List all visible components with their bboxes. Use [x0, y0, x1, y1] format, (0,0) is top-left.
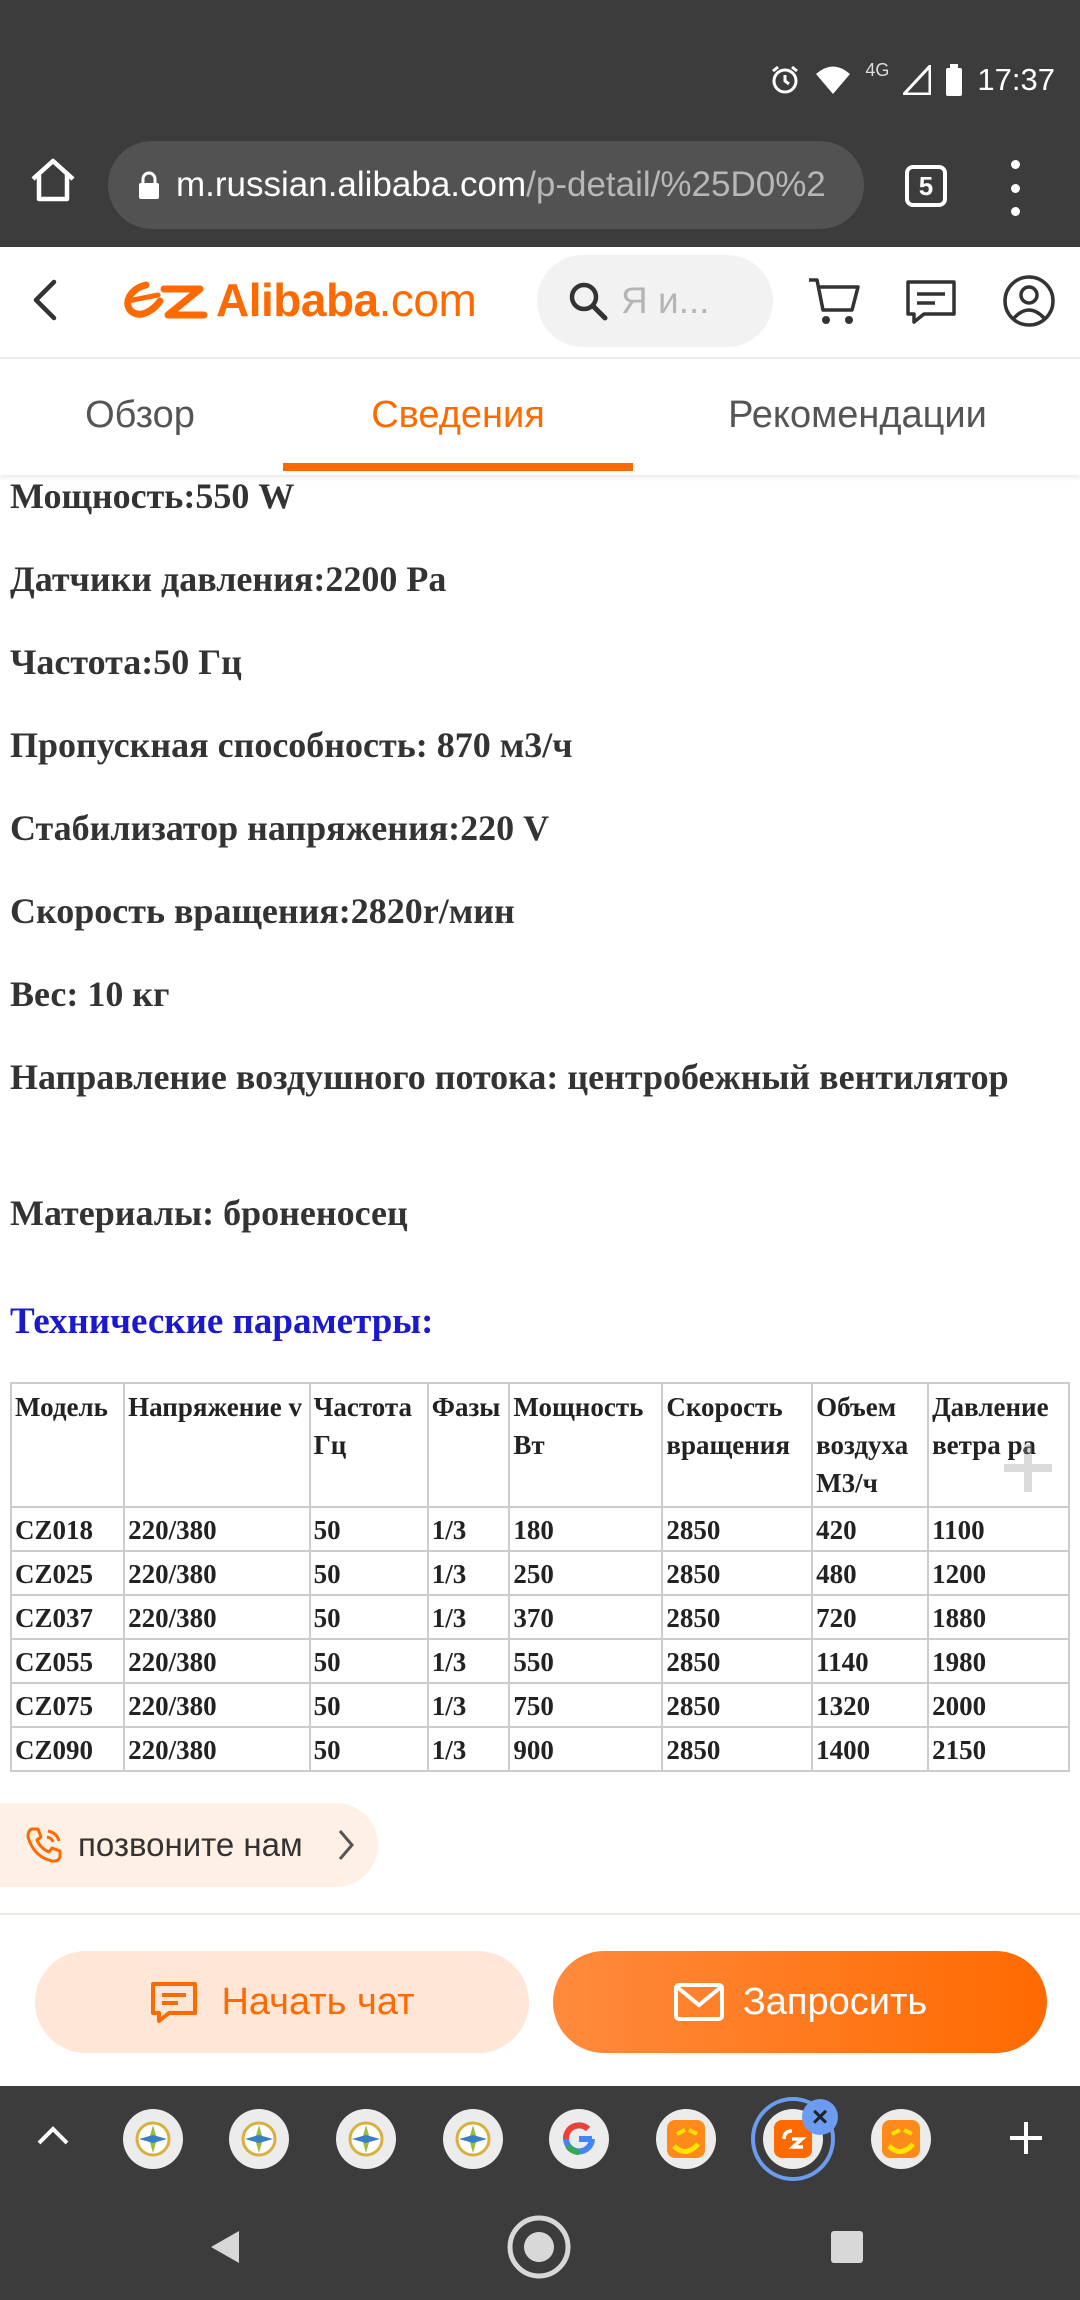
table-cell: 550 — [509, 1639, 662, 1683]
table-cell: 1/3 — [428, 1551, 510, 1595]
cart-icon[interactable] — [806, 272, 864, 330]
table-row — [11, 1683, 1069, 1727]
tab-recommendations[interactable]: Рекомендации — [728, 393, 987, 436]
table-cell: 220/380 — [124, 1727, 309, 1771]
table-cell: 50 — [310, 1507, 428, 1551]
pinwheel-icon[interactable] — [229, 2109, 289, 2169]
spec-line: Направление воздушного потока: центробежный вентилятор — [10, 1057, 1009, 1097]
account-icon[interactable] — [1000, 272, 1058, 330]
pinwheel-icon[interactable] — [123, 2109, 183, 2169]
table-row — [11, 1727, 1069, 1771]
inquire-label: Запросить — [742, 1980, 928, 2023]
table-cell: 2150 — [928, 1727, 1069, 1771]
table-cell: 1/3 — [428, 1595, 510, 1639]
column-header: Частота Гц — [310, 1383, 428, 1507]
close-tab-icon[interactable]: × — [802, 2099, 838, 2135]
signal-icon — [903, 65, 931, 95]
table-cell: CZ018 — [11, 1507, 124, 1551]
alibaba-logo[interactable] — [118, 269, 476, 331]
inquire-button[interactable] — [553, 1951, 1047, 2053]
mail-icon — [673, 1982, 725, 2022]
plus-icon[interactable] — [1000, 1440, 1056, 1496]
chat-icon — [149, 1979, 199, 2025]
table-cell: 750 — [509, 1683, 662, 1727]
column-header: Давление ветра ра — [928, 1383, 1069, 1507]
table-cell: 1320 — [812, 1683, 928, 1727]
column-header: Напряжение v — [124, 1383, 309, 1507]
home-nav-icon[interactable] — [506, 2214, 572, 2280]
table-cell: 2850 — [662, 1595, 812, 1639]
table-cell: 2850 — [662, 1727, 812, 1771]
alarm-icon — [769, 64, 801, 96]
status-icons — [769, 55, 1055, 105]
table-cell: 50 — [310, 1595, 428, 1639]
spec-line: Датчики давления:2200 Pa — [10, 559, 447, 599]
pinwheel-icon[interactable] — [443, 2109, 503, 2169]
table-cell: 1/3 — [428, 1683, 510, 1727]
tab-strip — [0, 2086, 1080, 2192]
network-type: 4G — [865, 59, 890, 80]
url-bar[interactable] — [108, 141, 864, 229]
overflow-menu-icon[interactable] — [1005, 160, 1025, 216]
spec-line: Пропускная способность: 870 м3/ч — [10, 725, 573, 765]
table-cell: CZ055 — [11, 1639, 124, 1683]
search-input[interactable] — [537, 255, 773, 347]
spec-line: Мощность:550 W — [10, 476, 295, 516]
table-cell: 1200 — [928, 1551, 1069, 1595]
table-cell: 420 — [812, 1507, 928, 1551]
table-cell: 1/3 — [428, 1727, 510, 1771]
detail-tabs — [0, 359, 1080, 475]
table-cell: 220/380 — [124, 1639, 309, 1683]
start-chat-button[interactable] — [35, 1951, 529, 2053]
column-header: Модель — [11, 1383, 124, 1507]
table-cell: 2850 — [662, 1639, 812, 1683]
back-arrow-icon[interactable] — [18, 272, 74, 328]
table-cell: 50 — [310, 1639, 428, 1683]
table-row — [11, 1551, 1069, 1595]
url-text — [176, 165, 826, 205]
site-header — [0, 247, 1080, 359]
table-row — [11, 1639, 1069, 1683]
call-us-button[interactable] — [0, 1803, 378, 1887]
table-cell: 1/3 — [428, 1507, 510, 1551]
system-nav-bar — [0, 2192, 1080, 2300]
table-cell: 220/380 — [124, 1595, 309, 1639]
table-cell: 180 — [509, 1507, 662, 1551]
table-cell: 2850 — [662, 1551, 812, 1595]
table-cell: 480 — [812, 1551, 928, 1595]
divider — [0, 1913, 1080, 1915]
table-cell: 1140 — [812, 1639, 928, 1683]
spec-line: Скорость вращения:2820r/мин — [10, 891, 515, 931]
message-icon[interactable] — [902, 272, 960, 330]
browser-toolbar — [0, 125, 1080, 247]
tech-params-table — [10, 1382, 1070, 1772]
lock-icon — [138, 170, 160, 200]
table-cell: 1400 — [812, 1727, 928, 1771]
table-header-row — [11, 1383, 1069, 1507]
table-cell: 900 — [509, 1727, 662, 1771]
start-chat-label: Начать чат — [221, 1980, 415, 2023]
home-icon[interactable] — [28, 155, 78, 205]
table-cell: CZ075 — [11, 1683, 124, 1727]
table-cell: 2850 — [662, 1683, 812, 1727]
battery-icon — [945, 64, 963, 96]
spec-line: Материалы: броненосец — [10, 1193, 408, 1233]
new-tab-icon[interactable] — [1006, 2118, 1046, 2158]
url-host: m.russian.alibaba.com — [176, 165, 527, 204]
smiley-icon[interactable] — [871, 2109, 931, 2169]
table-cell: 220/380 — [124, 1683, 309, 1727]
logo-wordmark: Alibaba.com — [216, 274, 477, 326]
column-header: Мощность Вт — [509, 1383, 662, 1507]
tech-params-title: Технические параметры: — [10, 1301, 434, 1342]
status-bar — [0, 0, 1080, 125]
spec-line: Стабилизатор напряжения:220 V — [10, 808, 550, 848]
phone-icon — [24, 1825, 64, 1865]
google-icon[interactable] — [549, 2109, 609, 2169]
table-cell: 370 — [509, 1595, 662, 1639]
table-cell: 50 — [310, 1727, 428, 1771]
table-cell: 220/380 — [124, 1507, 309, 1551]
table-cell: 1100 — [928, 1507, 1069, 1551]
table-cell: 1980 — [928, 1639, 1069, 1683]
column-header: Объем воздуха М3/ч — [812, 1383, 928, 1507]
alibaba-logo-icon — [118, 275, 208, 325]
table-cell: 50 — [310, 1683, 428, 1727]
spec-line: Частота:50 Гц — [10, 642, 242, 682]
call-us-label: позвоните нам — [78, 1826, 303, 1863]
table-cell: 2000 — [928, 1683, 1069, 1727]
clock: 17:37 — [977, 62, 1055, 97]
table-cell: 2850 — [662, 1507, 812, 1551]
wifi-icon — [815, 65, 851, 95]
tab-details[interactable]: Сведения — [371, 393, 545, 436]
table-cell: 1880 — [928, 1595, 1069, 1639]
table-cell: CZ025 — [11, 1551, 124, 1595]
url-path: /p-detail/%25D0%2 — [526, 165, 826, 204]
recents-nav-icon[interactable] — [829, 2229, 865, 2265]
table-cell: CZ037 — [11, 1595, 124, 1639]
table-cell: 720 — [812, 1595, 928, 1639]
chevron-up-icon[interactable] — [34, 2122, 72, 2148]
chevron-right-icon — [337, 1828, 355, 1862]
table-cell: 250 — [509, 1551, 662, 1595]
pinwheel-icon[interactable] — [336, 2109, 396, 2169]
smiley-icon[interactable] — [656, 2109, 716, 2169]
column-header: Фазы — [428, 1383, 510, 1507]
table-cell: 50 — [310, 1551, 428, 1595]
table-cell: 1/3 — [428, 1639, 510, 1683]
tab-overview[interactable]: Обзор — [85, 393, 195, 436]
search-icon — [567, 280, 609, 322]
tab-switcher-button[interactable]: 5 — [905, 165, 947, 207]
table-cell: CZ090 — [11, 1727, 124, 1771]
table-row — [11, 1595, 1069, 1639]
spec-line: Вес: 10 кг — [10, 974, 170, 1014]
table-row — [11, 1507, 1069, 1551]
table-cell: 220/380 — [124, 1551, 309, 1595]
search-placeholder: Я и... — [621, 280, 710, 321]
back-nav-icon[interactable] — [207, 2227, 243, 2267]
column-header: Скорость вращения — [662, 1383, 812, 1507]
